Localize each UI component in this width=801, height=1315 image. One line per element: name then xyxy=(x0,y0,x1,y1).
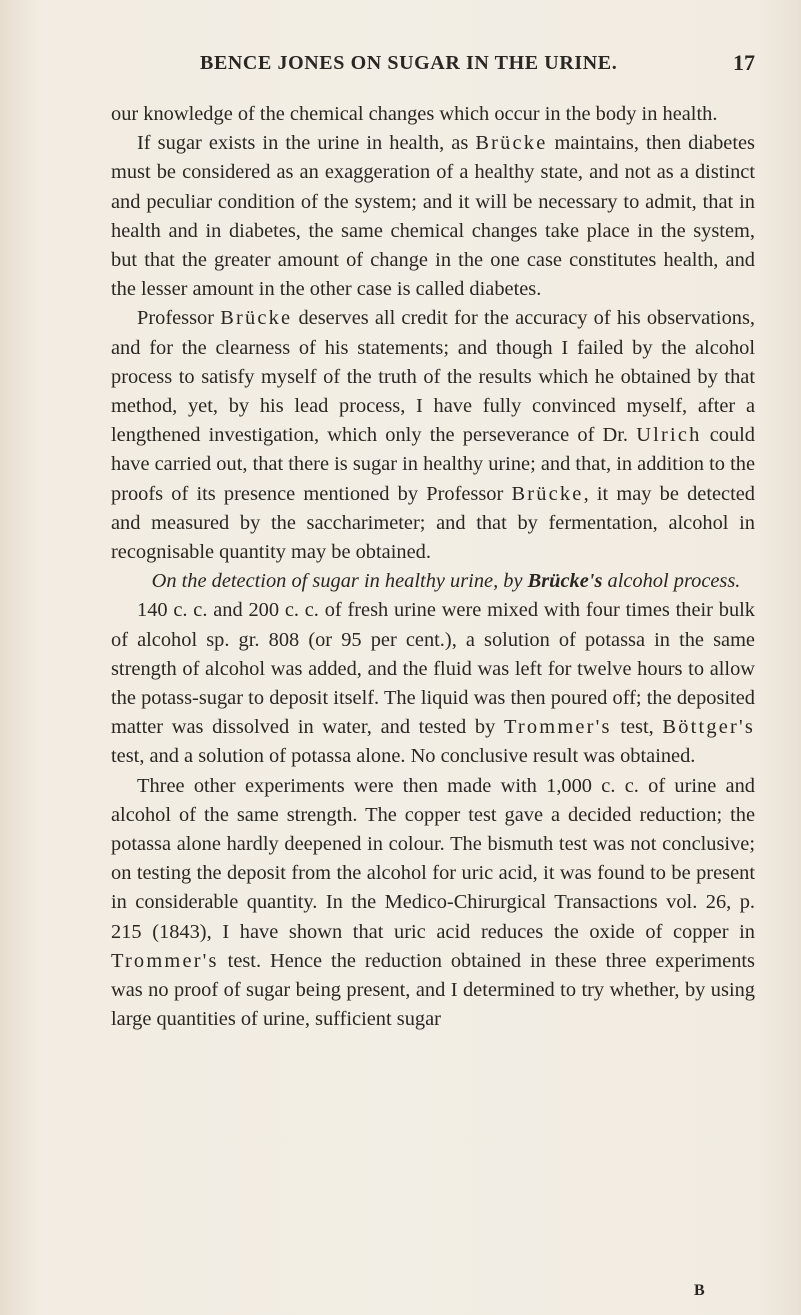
paragraph-4-text-a: 140 c. c. and 200 c. c. of fresh urine were mixed with four times their bulk of alcohol sp. gr. 808 (or 95 per cent.), a solution of potassa in the same strength of alcohol was added, and the fluid was left for twelve hours to allow the potass-sugar to deposit itself. The liquid was then poured off; the deposited matter was dissolved in water, and tested by xyxy=(111,599,755,739)
section-heading-text-a: On the detection of sugar in healthy urine, by xyxy=(151,570,528,593)
author-name-trommer: Trommer's xyxy=(111,949,219,972)
paragraph-3-text-d: , it may be detected and measured by the saccharimeter; and that by fermentation, alcohol in recognisable quantity may be obtained. xyxy=(111,482,756,564)
section-heading-name: Brücke's xyxy=(527,570,603,593)
paragraph-3-text-b: deserves all credit for the accuracy of his observations, and for the clearness of his statements; and though I failed by the alcohol process to satisfy myself of the truth of the results which he obtained by that method, yet, by his lead process, I have fully convinced myself, after a lengthened investigation, which only the perseverance of Dr. xyxy=(111,307,755,447)
author-name-brucke: Brücke xyxy=(511,482,584,505)
body-text xyxy=(111,100,755,1035)
paragraph-4 xyxy=(111,596,755,771)
author-name-bottger: Böttger's xyxy=(662,716,755,739)
paragraph-4-text-b: test, xyxy=(611,716,663,739)
running-title: BENCE JONES ON SUGAR IN THE URINE. xyxy=(200,52,618,74)
paragraph-3 xyxy=(111,304,755,567)
paragraph-2-text-b: maintains, then diabetes must be considered as an exaggeration of a healthy state, and not as a distinct and peculiar condition of the system; and it will be necessary to admit, that in health and in diabetes, the same chemical changes take place in the system, but that the greater amount of change in the one case constitutes health, and the lesser amount in the other case is called diabetes. xyxy=(111,132,755,301)
page-number: 17 xyxy=(733,50,755,75)
author-name-brucke: Brücke xyxy=(475,132,548,155)
author-name-trommer: Trommer's xyxy=(503,716,612,739)
paragraph-1 xyxy=(111,100,755,129)
paragraph-2 xyxy=(111,129,755,304)
author-name-ulrich: Ulrich xyxy=(636,424,702,447)
section-heading xyxy=(111,567,755,596)
paragraph-4-text-c: test, and a solution of potassa alone. No conclusive result was obtained. xyxy=(111,745,696,768)
paragraph-2-text-a: If sugar exists in the urine in health, as xyxy=(137,132,476,155)
section-heading-text-b: alcohol process. xyxy=(602,570,741,593)
running-head xyxy=(0,52,801,82)
paragraph-3-text-c: could have carried out, that there is sugar in healthy urine; and that, in addition to the proofs of its presence mentioned by Professor xyxy=(111,424,755,505)
paragraph-5 xyxy=(111,772,755,1035)
paragraph-3-text-a: Professor xyxy=(137,307,221,330)
signature-mark: B xyxy=(694,1282,705,1299)
paragraph-1-text: our knowledge of the chemical changes which occur in the body in health. xyxy=(111,103,718,125)
paragraph-5-text-b: test. Hence the reduction obtained in these three experiments was no proof of sugar being present, and I determined to try whether, by using large quantities of urine, sufficient sugar xyxy=(111,949,755,1031)
author-name-brucke: Brücke xyxy=(220,307,293,330)
paragraph-5-text-a: Three other experiments were then made with 1,000 c. c. of urine and alcohol of the same strength. The copper test gave a decided reduction; the potassa alone hardly deepened in colour. The bismuth test was not conclusive; on testing the deposit from the alcohol for uric acid, it was found to be present in considerable quantity. In the Medico-Chirurgical Transactions vol. 26, p. 215 (1843), I have shown that uric acid reduces the oxide of copper in xyxy=(111,774,755,943)
